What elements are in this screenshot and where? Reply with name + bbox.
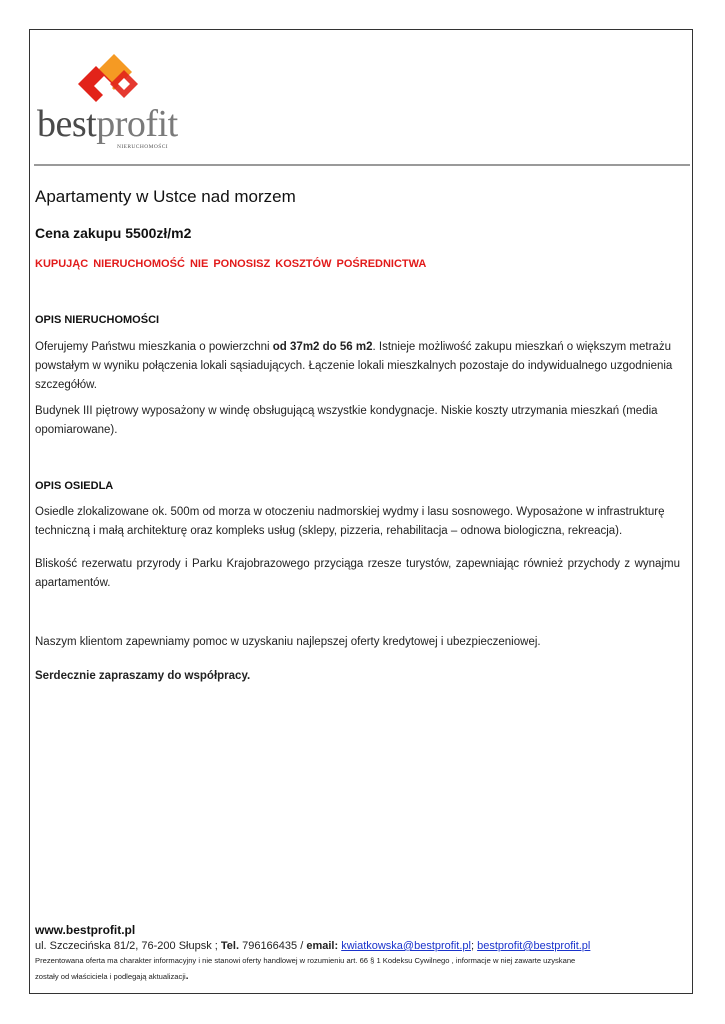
property-paragraph-2: Budynek III piętrowy wyposażony w windę obsługującą wszystkie kondygnacje. Niskie koszty utrzymania mieszkań (media opomiarowane). [35,405,658,436]
logo-word-profit: profit [96,103,178,145]
footer-address: ul. Szczecińska 81/2, 76-200 Słupsk ; [35,940,221,952]
footer-tel-value: 796166435 / [239,940,307,952]
bestprofit-logo [37,52,187,156]
estate-paragraph-2: Bliskość rezerwatu przyrody i Parku Krajobrazowego przyciąga rzesze turystów, zapewniając również przychody z wynajmu apartamentów. [35,558,680,589]
footer-email-separator: ; [470,940,478,952]
footer [35,923,680,985]
logo-word-best: best [37,103,97,145]
property-p1-area: od 37m2 do 56 m2 [272,341,373,353]
no-commission-notice: KUPUJĄC NIERUCHOMOŚĆ NIE PONOSISZ KOSZTÓW POŚREDNICTWA [35,258,427,270]
page-title: Apartamenty w Ustce nad morzem [35,187,296,206]
financing-help-text: Naszym klientom zapewniamy pomoc w uzyskaniu najlepszej oferty kredytowej i ubezpieczeniowej. [35,636,541,648]
estate-paragraph-1: Osiedle zlokalizowane ok. 500m od morza w otoczeniu nadmorskiej wydmy i lasu sosnowego. Wyposażone w infrastrukturę techniczną i małą architekturę oraz kompleks usług (sklepy, pizzeria, rehabilitacja – odnowa biologiczna, rekreacja). [35,506,665,537]
header-divider [34,164,690,166]
property-p1-start: Oferujemy Państwu mieszkania o powierzchni [35,341,273,353]
logo-subtitle: NIERUCHOMOŚCI [117,144,169,150]
estate-heading: OPIS OSIEDLA [35,480,114,492]
footer-disclaimer-line-2 [35,969,680,985]
property-paragraph-1 [35,338,680,395]
footer-tel-label: Tel. [220,940,240,952]
email-link-bestprofit[interactable]: bestprofit@bestprofit.pl [477,940,591,952]
footer-disclaimer-period: . [185,971,189,982]
property-heading: OPIS NIERUCHOMOŚCI [35,314,160,326]
footer-website: www.bestprofit.pl [35,923,136,937]
invitation-text: Serdecznie zapraszamy do współpracy. [35,670,251,682]
logo-wordmark [37,104,178,144]
footer-email-label: email: [306,940,339,952]
email-link-kwiatkowska[interactable]: kwiatkowska@bestprofit.pl [341,940,471,952]
property-p1-end: . Istnieje możliwość zakupu mieszkań o większym metrażu powstałym w wyniku połączenia lokali sąsiadujących. Łączenie lokali mieszkalnych pozostaje do indywidualnego uzgodnienia szczegółów. [35,341,673,391]
price-line: Cena zakupu 5500zł/m2 [35,225,192,241]
footer-disclaimer-text: zostały od właściciela i podlegają aktualizacji [35,972,186,981]
document-body [35,186,680,686]
footer-disclaimer-line-1: Prezentowana oferta ma charakter informacyjny i nie stanowi oferty handlowej w rozumieniu art. 66 § 1 Kodeksu Cywilnego , informacje w niej zawarte uzyskane [35,956,576,965]
footer-contact-line [35,939,680,953]
